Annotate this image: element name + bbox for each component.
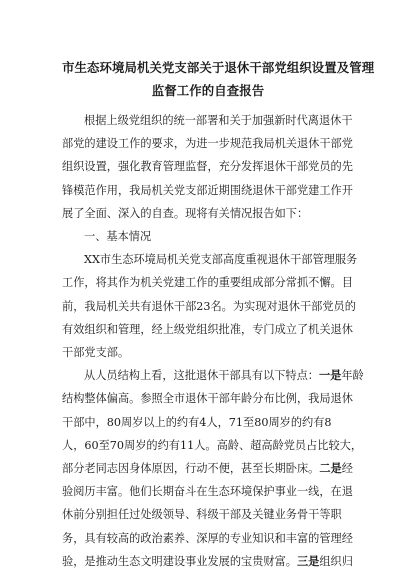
structure-line-5-tail: 经 — [341, 462, 353, 476]
structure-line-1-text: 从人员结构上看，这批退休干部具有以下特点： — [84, 369, 319, 383]
basic-info-paragraph — [62, 248, 358, 364]
title-line-1: 市生态环境局机关党支部关于退休干部党组织设置及管理 — [62, 60, 375, 75]
basic-line-2: 工作，将其作为机关党建工作的重要组成部分常抓不懈。目 — [62, 276, 353, 290]
basic-line-1: XX市生态环境局机关党支部高度重视退休干部管理服务 — [84, 253, 358, 267]
structure-line-2: 结构整体偏高。参照全市退休干部年龄分布比例，我局退休 — [62, 392, 353, 406]
structure-line-6: 验阅历丰富。他们长期奋斗在生态环境保护事业一线，在退 — [62, 485, 353, 499]
intro-line-5: 展了全面、深入的自查。现将有关情况报告如下： — [62, 206, 309, 220]
structure-line-5 — [62, 457, 354, 480]
structure-line-1 — [62, 364, 364, 387]
basic-line-5: 干部党支部。 — [62, 346, 130, 360]
title-line-2: 监督工作的自查报告 — [151, 83, 265, 98]
structure-line-7: 休前分别担任过处级领导、科级干部及关键业务骨干等职 — [62, 508, 342, 522]
basic-line-4: 有效组织和管理，经上级党组织批准，专门成立了机关退休 — [62, 322, 353, 336]
structure-line-5-text: 部分老同志因身体原因，行动不便，甚至长期卧床。 — [62, 462, 320, 476]
structure-line-9-text: 验，是推动生态文明建设事业发展的宝贵财富。 — [62, 554, 297, 568]
intro-line-3: 组织设置，强化教育管理监督，充分发挥退休干部党员的先 — [62, 160, 353, 174]
structure-line-3: 干部中，80周岁以上的约有4人，71至80周岁的约有8 — [62, 415, 332, 429]
structure-line-9 — [62, 550, 354, 573]
section-heading-basic: 一、基本情况 — [84, 230, 152, 244]
intro-paragraph — [62, 109, 354, 225]
intro-line-2: 部党的建设工作的要求，为进一步规范我局机关退休干部党 — [62, 137, 353, 151]
intro-line-4: 锋模范作用，我局机关党支部近期围绕退休干部党建工作开 — [62, 183, 353, 197]
structure-paragraph — [62, 364, 364, 573]
document-title — [62, 56, 375, 102]
intro-line-1: 根据上级党组织的统一部署和关于加强新时代离退休干 — [84, 114, 353, 127]
structure-line-1-tail: 年龄 — [341, 369, 364, 383]
structure-line-4: 人，60至70周岁的约有11人。高龄、超高龄党员占比较大， — [62, 438, 363, 452]
point-one-label: 一是 — [318, 369, 342, 383]
point-three-label: 三是 — [296, 554, 320, 568]
basic-line-3: 前，我局机关共有退休干部23名。为实现对退休干部党员的 — [62, 299, 356, 313]
structure-line-8: 务，具有较高的政治素养、深厚的专业知识和丰富的管理经 — [62, 531, 353, 545]
structure-line-9-tail: 组织归 — [319, 554, 353, 568]
point-two-label: 二是 — [319, 462, 342, 476]
